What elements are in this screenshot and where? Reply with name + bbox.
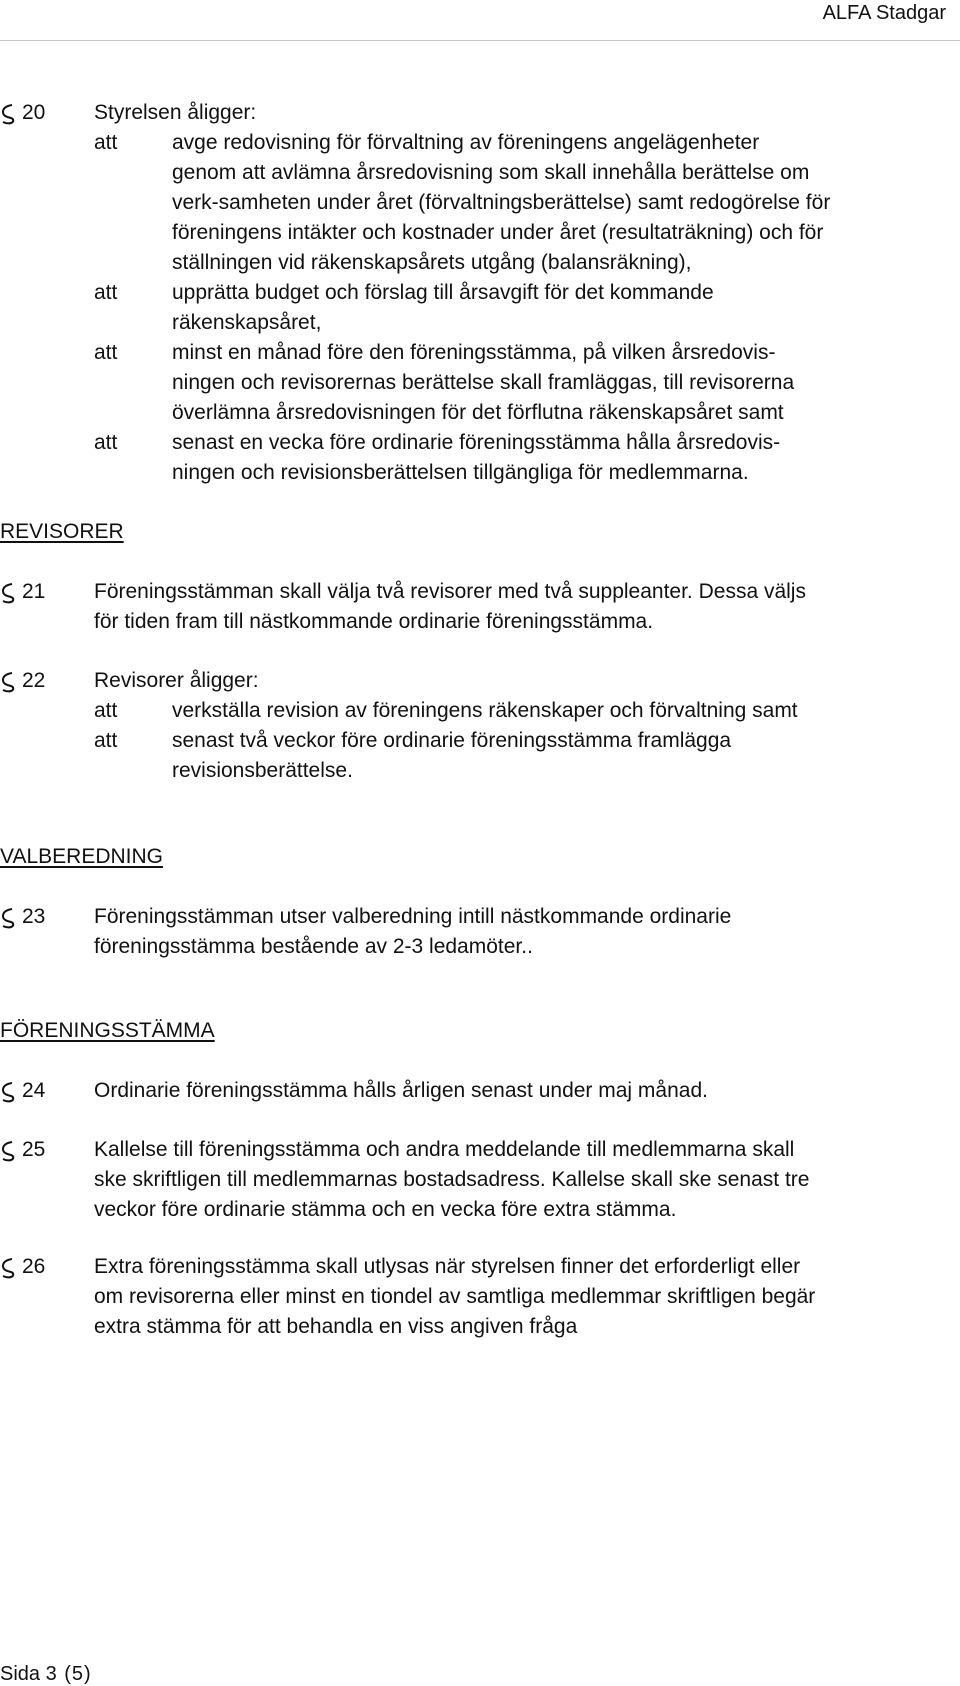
text-line: verkställa revision av föreningens räkenskaper och förvaltning samt [172,699,798,722]
text-line: ställningen vid räkenskapsårets utgång (balansräkning), [172,251,692,274]
text-line: minst en månad före den föreningsstämma, på vilken årsredovis- [172,341,776,364]
section-sign-icon [0,1140,16,1162]
text-line: Extra föreningsstämma skall utlysas när styrelsen finner det erforderligt eller [94,1255,801,1278]
text-line: verk-samheten under året (förvaltningsberättelse) samt redogörelse för [172,191,831,214]
text-line: senast en vecka före ordinarie föreningsstämma hålla årsredovis- [172,431,781,454]
section-sign-icon [0,671,16,693]
paragraph-number: 26 [22,1255,46,1278]
page-number: 3 (5) [45,1663,92,1685]
att-label: att [94,699,118,722]
att-label: att [94,281,118,304]
paragraph-number: 21 [22,580,46,603]
paragraph-number: 23 [22,905,46,928]
text-line: Kallelse till föreningsstämma och andra meddelande till medlemmarna skall [94,1138,795,1161]
att-item [94,428,956,488]
paragraph-intro: Styrelsen åligger: [94,101,257,124]
section-heading-foreningsstamma: FÖRENINGSSTÄMMA [0,1019,215,1042]
section-sign-icon [0,1257,16,1279]
paragraph-number: 20 [22,101,46,124]
att-label: att [94,131,118,154]
text-line: föreningsstämma bestående av 2-3 ledamöter.. [94,935,533,958]
paragraph-intro: Revisorer åligger: [94,669,259,692]
att-label: att [94,431,118,454]
att-item [94,726,956,786]
att-item [94,128,956,158]
footer-label: Sida [0,1663,41,1685]
section-sign-icon [0,582,16,604]
header-divider [0,40,960,41]
paragraph-number: 22 [22,669,46,692]
text-line: veckor före ordinarie stämma och en vecka före extra stämma. [94,1198,677,1221]
paragraph-number: 24 [22,1079,46,1102]
text-line: om revisorerna eller minst en tiondel av samtliga medlemmar skriftligen begär [94,1285,816,1308]
att-item [94,278,956,338]
text-line: genom att avlämna årsredovisning som skall innehålla berättelse om [172,161,810,184]
section-heading-valberedning: VALBEREDNING [0,845,163,868]
text-line: föreningens intäkter och kostnader under året (resultaträkning) och för [172,221,824,244]
section-sign-icon [0,1081,16,1103]
text-line: avge redovisning för förvaltning av föreningens angelägenheter [172,131,760,154]
att-item [94,338,956,428]
text-line: extra stämma för att behandla en viss angiven fråga [94,1315,578,1338]
att-label: att [94,341,118,364]
text-line: ningen och revisionsberättelsen tillgängliga för medlemmarna. [172,461,749,484]
att-label: att [94,729,118,752]
text-line: ningen och revisorernas berättelse skall framläggas, till revisorerna [172,371,795,394]
document-header: ALFA Stadgar [822,2,946,24]
att-item-continuation [94,158,956,278]
page-footer [0,1662,92,1686]
section-heading-revisorer: REVISORER [0,520,124,543]
text-line: ske skriftligen till medlemmarnas bostadsadress. Kallelse skall ske senast tre [94,1168,810,1191]
text-line: Ordinarie föreningsstämma hålls årligen senast under maj månad. [94,1079,708,1102]
att-item [94,696,956,726]
text-line: upprätta budget och förslag till årsavgift för det kommande [172,281,714,304]
section-sign-icon [0,103,16,125]
text-line: senast två veckor före ordinarie föreningsstämma framlägga [172,729,732,752]
text-line: Föreningsstämman utser valberedning intill nästkommande ordinarie [94,905,732,928]
text-line: för tiden fram till nästkommande ordinarie föreningsstämma. [94,610,654,633]
paragraph-number: 25 [22,1138,46,1161]
text-line: överlämna årsredovisningen för det förflutna räkenskapsåret samt [172,401,784,424]
section-sign-icon [0,907,16,929]
text-line: Föreningsstämman skall välja två revisorer med två suppleanter. Dessa väljs [94,580,806,603]
text-line: revisionsberättelse. [172,759,353,782]
text-line: räkenskapsåret, [172,311,322,334]
